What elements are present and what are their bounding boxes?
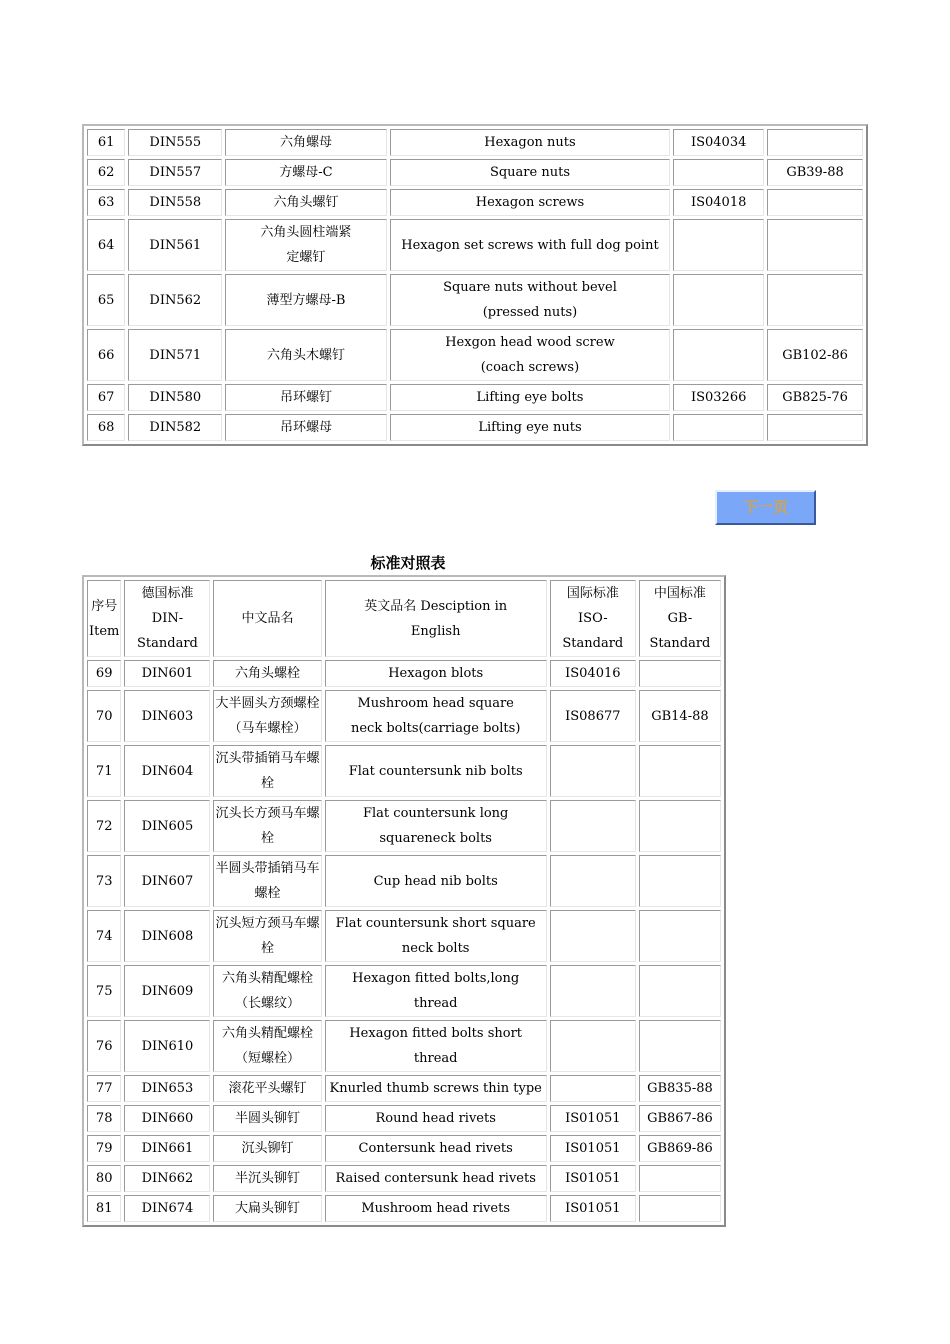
cell-gb bbox=[639, 660, 721, 687]
cell-en bbox=[325, 800, 547, 852]
table-row bbox=[87, 910, 721, 962]
cell-din: DIN580 bbox=[128, 384, 222, 411]
cell-gb bbox=[639, 800, 721, 852]
table-row bbox=[87, 1135, 721, 1162]
cell-din: DIN571 bbox=[128, 329, 222, 381]
cell-gb: GB835-88 bbox=[639, 1075, 721, 1102]
cell-iso bbox=[673, 414, 764, 441]
cell-iso bbox=[673, 274, 764, 326]
cell-cn: 六角头螺钉 bbox=[225, 189, 386, 216]
cell-cn bbox=[225, 219, 386, 271]
cell-en bbox=[390, 274, 671, 326]
cell-cn: 方螺母-C bbox=[225, 159, 386, 186]
table-row bbox=[87, 414, 863, 441]
table-row bbox=[87, 855, 721, 907]
cell-gb bbox=[639, 965, 721, 1017]
cell-en: Flat countersunk nib bolts bbox=[325, 745, 547, 797]
table-row bbox=[87, 159, 863, 186]
table-row bbox=[87, 1020, 721, 1072]
table-row bbox=[87, 329, 863, 381]
cell-iso: IS01051 bbox=[550, 1165, 636, 1192]
standards-table-top bbox=[82, 124, 868, 446]
table-row bbox=[87, 129, 863, 156]
cell-cn: 吊环螺钉 bbox=[225, 384, 386, 411]
cell-en: Hexagon nuts bbox=[390, 129, 671, 156]
cell-en: Hexagon set screws with full dog point bbox=[390, 219, 671, 271]
table-row bbox=[87, 1195, 721, 1222]
cell-en-text: Flat countersunk long squareneck bolts bbox=[363, 806, 509, 846]
cell-cn: 六角头螺栓 bbox=[213, 660, 321, 687]
table-row bbox=[87, 660, 721, 687]
cell-iso: IS04016 bbox=[550, 660, 636, 687]
cell-cn: 半圆头铆钉 bbox=[213, 1105, 321, 1132]
cell-din: DIN653 bbox=[124, 1075, 210, 1102]
cell-gb bbox=[767, 274, 863, 326]
cell-en: Round head rivets bbox=[325, 1105, 547, 1132]
cell-en bbox=[325, 965, 547, 1017]
cell-din: DIN601 bbox=[124, 660, 210, 687]
cell-item: 73 bbox=[87, 855, 121, 907]
cell-en-text: Hexagon fitted bolts,long thread bbox=[352, 971, 520, 1011]
cell-en bbox=[390, 329, 671, 381]
cell-gb bbox=[639, 855, 721, 907]
cell-en: Lifting eye nuts bbox=[390, 414, 671, 441]
cell-gb bbox=[767, 219, 863, 271]
cell-iso bbox=[550, 1075, 636, 1102]
table-body bbox=[87, 129, 863, 441]
cell-gb bbox=[639, 1020, 721, 1072]
cell-item: 63 bbox=[87, 189, 125, 216]
cell-item: 70 bbox=[87, 690, 121, 742]
table-row bbox=[87, 1105, 721, 1132]
cell-en: Hexagon blots bbox=[325, 660, 547, 687]
cell-cn: 滚花平头螺钉 bbox=[213, 1075, 321, 1102]
table-row bbox=[87, 219, 863, 271]
table-row bbox=[87, 1075, 721, 1102]
cell-gb: GB825-76 bbox=[767, 384, 863, 411]
cell-item: 74 bbox=[87, 910, 121, 962]
cell-gb bbox=[767, 129, 863, 156]
cell-cn: 半沉头铆钉 bbox=[213, 1165, 321, 1192]
table-row bbox=[87, 690, 721, 742]
cell-iso bbox=[550, 910, 636, 962]
cell-gb bbox=[767, 189, 863, 216]
cell-cn: 大扁头铆钉 bbox=[213, 1195, 321, 1222]
cell-iso: IS08677 bbox=[550, 690, 636, 742]
cell-iso: IS01051 bbox=[550, 1105, 636, 1132]
cell-cn: 六角头木螺钉 bbox=[225, 329, 386, 381]
cell-iso bbox=[550, 745, 636, 797]
header-iso: 国际标准 ISO-Standard bbox=[550, 580, 636, 657]
cell-gb: GB102-86 bbox=[767, 329, 863, 381]
cell-item: 79 bbox=[87, 1135, 121, 1162]
cell-din: DIN674 bbox=[124, 1195, 210, 1222]
cell-iso bbox=[673, 329, 764, 381]
cell-en: Mushroom head rivets bbox=[325, 1195, 547, 1222]
table-row bbox=[87, 800, 721, 852]
cell-cn: 大半圆头方颈螺栓（马车螺栓） bbox=[213, 690, 321, 742]
table-row bbox=[87, 274, 863, 326]
header-gb: 中国标准 GB-Standard bbox=[639, 580, 721, 657]
cell-item: 66 bbox=[87, 329, 125, 381]
cell-iso: IS01051 bbox=[550, 1135, 636, 1162]
table-row bbox=[87, 1165, 721, 1192]
cell-item: 75 bbox=[87, 965, 121, 1017]
header-item: 序号 Item bbox=[87, 580, 121, 657]
cell-gb bbox=[639, 1195, 721, 1222]
cell-cn: 沉头长方颈马车螺栓 bbox=[213, 800, 321, 852]
cell-din: DIN561 bbox=[128, 219, 222, 271]
header-din: 德国标准 DIN-Standard bbox=[124, 580, 210, 657]
cell-gb bbox=[639, 1165, 721, 1192]
cell-en: Contersunk head rivets bbox=[325, 1135, 547, 1162]
cell-iso bbox=[550, 800, 636, 852]
cell-cn: 六角头精配螺栓（长螺纹） bbox=[213, 965, 321, 1017]
table-header bbox=[87, 580, 721, 657]
cell-gb: GB39-88 bbox=[767, 159, 863, 186]
cell-item: 77 bbox=[87, 1075, 121, 1102]
cell-din: DIN608 bbox=[124, 910, 210, 962]
cell-iso bbox=[550, 855, 636, 907]
cell-din: DIN609 bbox=[124, 965, 210, 1017]
cell-iso: IS03266 bbox=[673, 384, 764, 411]
cell-item: 68 bbox=[87, 414, 125, 441]
cell-en-text: Square nuts without bevel (pressed nuts) bbox=[443, 280, 617, 320]
table-row bbox=[87, 965, 721, 1017]
cell-iso bbox=[673, 219, 764, 271]
cell-gb: GB869-86 bbox=[639, 1135, 721, 1162]
cell-cn: 半圆头带插销马车螺栓 bbox=[213, 855, 321, 907]
cell-en: Cup head nib bolts bbox=[325, 855, 547, 907]
cell-en: Square nuts bbox=[390, 159, 671, 186]
cell-iso bbox=[550, 965, 636, 1017]
cell-cn: 沉头短方颈马车螺栓 bbox=[213, 910, 321, 962]
cell-cn: 薄型方螺母-B bbox=[225, 274, 386, 326]
cell-din: DIN555 bbox=[128, 129, 222, 156]
cell-item: 62 bbox=[87, 159, 125, 186]
cell-cn: 吊环螺母 bbox=[225, 414, 386, 441]
cell-cn: 沉头铆钉 bbox=[213, 1135, 321, 1162]
next-page-button[interactable]: 下一页 bbox=[715, 490, 816, 525]
cell-en: Knurled thumb screws thin type bbox=[325, 1075, 547, 1102]
cell-en-text: Flat countersunk short square neck bolts bbox=[335, 916, 536, 956]
cell-gb bbox=[639, 745, 721, 797]
cell-din: DIN660 bbox=[124, 1105, 210, 1132]
cell-din: DIN558 bbox=[128, 189, 222, 216]
cell-item: 64 bbox=[87, 219, 125, 271]
cell-din: DIN662 bbox=[124, 1165, 210, 1192]
cell-en: Raised contersunk head rivets bbox=[325, 1165, 547, 1192]
table-row bbox=[87, 745, 721, 797]
cell-gb bbox=[767, 414, 863, 441]
cell-din: DIN603 bbox=[124, 690, 210, 742]
cell-en: Hexagon screws bbox=[390, 189, 671, 216]
cell-iso: IS01051 bbox=[550, 1195, 636, 1222]
cell-en-text: Hexagon fitted bolts short thread bbox=[349, 1026, 523, 1066]
standards-table-bottom bbox=[82, 575, 726, 1227]
cell-iso bbox=[673, 159, 764, 186]
cell-en-text: Hexgon head wood screw (coach screws) bbox=[445, 335, 615, 375]
cell-iso: IS04018 bbox=[673, 189, 764, 216]
cell-iso: IS04034 bbox=[673, 129, 764, 156]
cell-cn-text: 六角头圆柱端紧定螺钉 bbox=[260, 225, 352, 265]
cell-en bbox=[325, 1020, 547, 1072]
cell-din: DIN605 bbox=[124, 800, 210, 852]
cell-item: 78 bbox=[87, 1105, 121, 1132]
cell-din: DIN562 bbox=[128, 274, 222, 326]
cell-din: DIN604 bbox=[124, 745, 210, 797]
cell-cn: 沉头带插销马车螺栓 bbox=[213, 745, 321, 797]
cell-din: DIN557 bbox=[128, 159, 222, 186]
table-body bbox=[87, 660, 721, 1222]
cell-item: 61 bbox=[87, 129, 125, 156]
cell-en bbox=[325, 690, 547, 742]
cell-en: Lifting eye bolts bbox=[390, 384, 671, 411]
header-en bbox=[325, 580, 547, 657]
cell-item: 65 bbox=[87, 274, 125, 326]
page-title: 标准对照表 bbox=[370, 554, 446, 572]
cell-en-text: Mushroom head square neck bolts(carriage bolts) bbox=[350, 696, 521, 736]
cell-item: 76 bbox=[87, 1020, 121, 1072]
cell-iso bbox=[550, 1020, 636, 1072]
table-row bbox=[87, 189, 863, 216]
cell-item: 80 bbox=[87, 1165, 121, 1192]
cell-item: 69 bbox=[87, 660, 121, 687]
cell-gb: GB867-86 bbox=[639, 1105, 721, 1132]
cell-cn: 六角螺母 bbox=[225, 129, 386, 156]
cell-din: DIN607 bbox=[124, 855, 210, 907]
cell-gb bbox=[639, 910, 721, 962]
header-row bbox=[87, 580, 721, 657]
cell-cn: 六角头精配螺栓（短螺栓） bbox=[213, 1020, 321, 1072]
cell-en bbox=[325, 910, 547, 962]
cell-gb: GB14-88 bbox=[639, 690, 721, 742]
table-row bbox=[87, 384, 863, 411]
cell-din: DIN661 bbox=[124, 1135, 210, 1162]
cell-din: DIN610 bbox=[124, 1020, 210, 1072]
header-cn: 中文品名 bbox=[213, 580, 321, 657]
cell-din: DIN582 bbox=[128, 414, 222, 441]
cell-item: 81 bbox=[87, 1195, 121, 1222]
cell-item: 67 bbox=[87, 384, 125, 411]
cell-item: 71 bbox=[87, 745, 121, 797]
header-en-text: 英文品名 Desciption in English bbox=[364, 598, 508, 639]
cell-item: 72 bbox=[87, 800, 121, 852]
